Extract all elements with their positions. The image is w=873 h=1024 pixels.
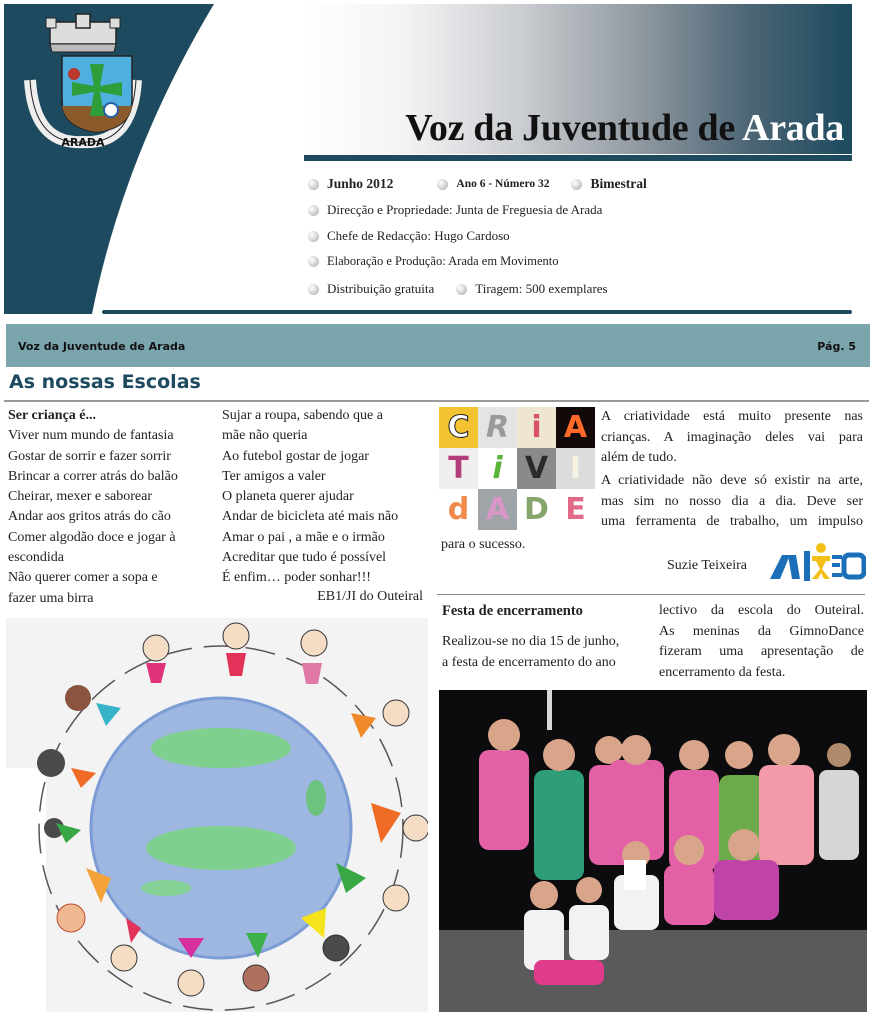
text-line: crianças. A imaginação deles vai para: [601, 429, 863, 445]
poem-line: Comer algodão doce e jogar à: [8, 529, 176, 545]
poem-line: Gostar de sorrir e fazer sorrir: [8, 448, 171, 464]
text-line: encerramento da festa.: [659, 664, 786, 680]
letter-tile: D: [517, 489, 556, 530]
text-line: A criatividade está muito presente nas: [601, 409, 863, 424]
newspaper-title: [304, 106, 844, 150]
creativity-paragraph-1: [601, 407, 863, 469]
poem-line: É enfim… poder sonhar!!!: [222, 570, 371, 586]
info-row-editor: [308, 228, 510, 244]
text-line: uma ferramenta de trabalho, um impulso: [601, 514, 863, 529]
poem-line: mãe não queria: [222, 428, 308, 444]
apeo-logo: [766, 541, 866, 585]
print-run-text: Tiragem: 500 exemplares: [475, 281, 608, 296]
bullet-icon: [456, 284, 467, 295]
issue-frequency: Bimestral: [590, 176, 647, 191]
masthead-bottom-rule: [102, 310, 852, 314]
text-line: lectivo da escola do Outeiral.: [659, 603, 864, 618]
text-line: fizeram uma apresentação de: [659, 644, 864, 659]
issue-date: Junho 2012: [327, 176, 394, 191]
info-row-production: [308, 254, 559, 269]
poem-line: Viver num mundo de fantasia: [8, 428, 174, 444]
page-header-bar: [6, 324, 870, 367]
poem-line: Andar de bicicleta até mais não: [222, 509, 399, 525]
festa-title: Festa de encerramento: [442, 603, 583, 619]
title-accent-text: Arada: [742, 107, 844, 149]
info-row-issue: [308, 176, 647, 192]
poem-line: Brincar a correr atrás do balão: [8, 468, 178, 484]
poem-line: escondida: [8, 550, 64, 566]
issue-number: Ano 6 - Número 32: [456, 178, 550, 190]
text-line: A criatividade não deve só existir na arte,: [601, 473, 863, 488]
gimnodance-group-photo: [439, 690, 867, 1012]
bullet-icon: [308, 256, 319, 267]
poem-heading: Ser criança é...: [8, 408, 96, 423]
bullet-icon: [308, 231, 319, 242]
title-underline: [304, 155, 852, 161]
poem-line: O planeta querer ajudar: [222, 489, 354, 505]
letter-tile: i: [517, 407, 556, 448]
page-number: Pág. 5: [817, 340, 856, 353]
info-row-direction: [308, 202, 602, 218]
text-line: mas sim no nosso dia a dia. Deve ser: [601, 493, 863, 509]
poem-line: Ter amigos a valer: [222, 468, 326, 484]
bullet-icon: [308, 179, 319, 190]
letter-tile: C: [439, 407, 478, 448]
section-divider: [4, 400, 869, 402]
text-line: Realizou-se no dia 15 de junho,: [442, 634, 620, 649]
direction-text: Direcção e Propriedade: Junta de Freguesia de Arada: [327, 202, 603, 217]
letter-tile: A: [556, 407, 595, 448]
arada-crest-logo: [14, 10, 152, 150]
bullet-icon: [571, 179, 582, 190]
criatividade-letter-tiles: [439, 407, 595, 531]
crest-label: ARADA: [61, 136, 105, 149]
article-divider: [437, 594, 865, 595]
creativity-author: Suzie Teixeira: [667, 558, 748, 573]
title-text: Voz da Juventude de: [405, 107, 743, 149]
section-title: As nossas Escolas: [9, 371, 201, 393]
letter-tile: i: [478, 448, 517, 489]
creativity-paragraph-2: [601, 471, 863, 533]
bullet-icon: [308, 205, 319, 216]
letter-tile: d: [439, 489, 478, 530]
festa-column-2: [659, 601, 864, 683]
poem-line: Não querer comer a sopa e: [8, 570, 158, 586]
bullet-icon: [437, 179, 448, 190]
children-globe-drawing: [6, 618, 428, 1012]
text-line: a festa de encerramento do ano: [442, 654, 616, 670]
poem-signature: EB1/JI do Outeiral: [317, 589, 423, 604]
text-line: As meninas da GimnoDance: [659, 623, 864, 639]
poem-line: Sujar a roupa, sabendo que a: [222, 408, 383, 423]
poem-line: fazer uma birra: [8, 590, 94, 606]
poem-column-2: [222, 406, 432, 589]
text-line: além de tudo.: [601, 450, 677, 465]
poem-line: Amar o pai , a mãe e o irmão: [222, 529, 385, 545]
page-header-publication: Voz da Juventude de Arada: [18, 340, 186, 353]
letter-tile: A: [478, 489, 517, 530]
letter-tile: V: [517, 448, 556, 489]
letter-tile: E: [556, 489, 595, 530]
poem-line: Cheirar, mexer e saborear: [8, 489, 153, 505]
letter-tile: R: [478, 407, 517, 448]
letter-tile: T: [439, 448, 478, 489]
bullet-icon: [308, 284, 319, 295]
info-row-distribution: [308, 281, 608, 297]
creativity-paragraph-2-tail: para o sucesso.: [441, 537, 526, 552]
poem-column-1: [8, 406, 213, 609]
distribution-text: Distribuição gratuita: [327, 281, 435, 296]
poem-line: Andar aos gritos atrás do cão: [8, 509, 171, 525]
festa-column-1: [442, 632, 647, 673]
production-text: Elaboração e Produção: Arada em Movimento: [327, 254, 559, 268]
poem-line: Acreditar que tudo é possível: [222, 550, 387, 566]
letter-tile: I: [556, 448, 595, 489]
editor-text: Chefe de Redacção: Hugo Cardoso: [327, 228, 510, 243]
poem-line: Ao futebol gostar de jogar: [222, 448, 369, 464]
